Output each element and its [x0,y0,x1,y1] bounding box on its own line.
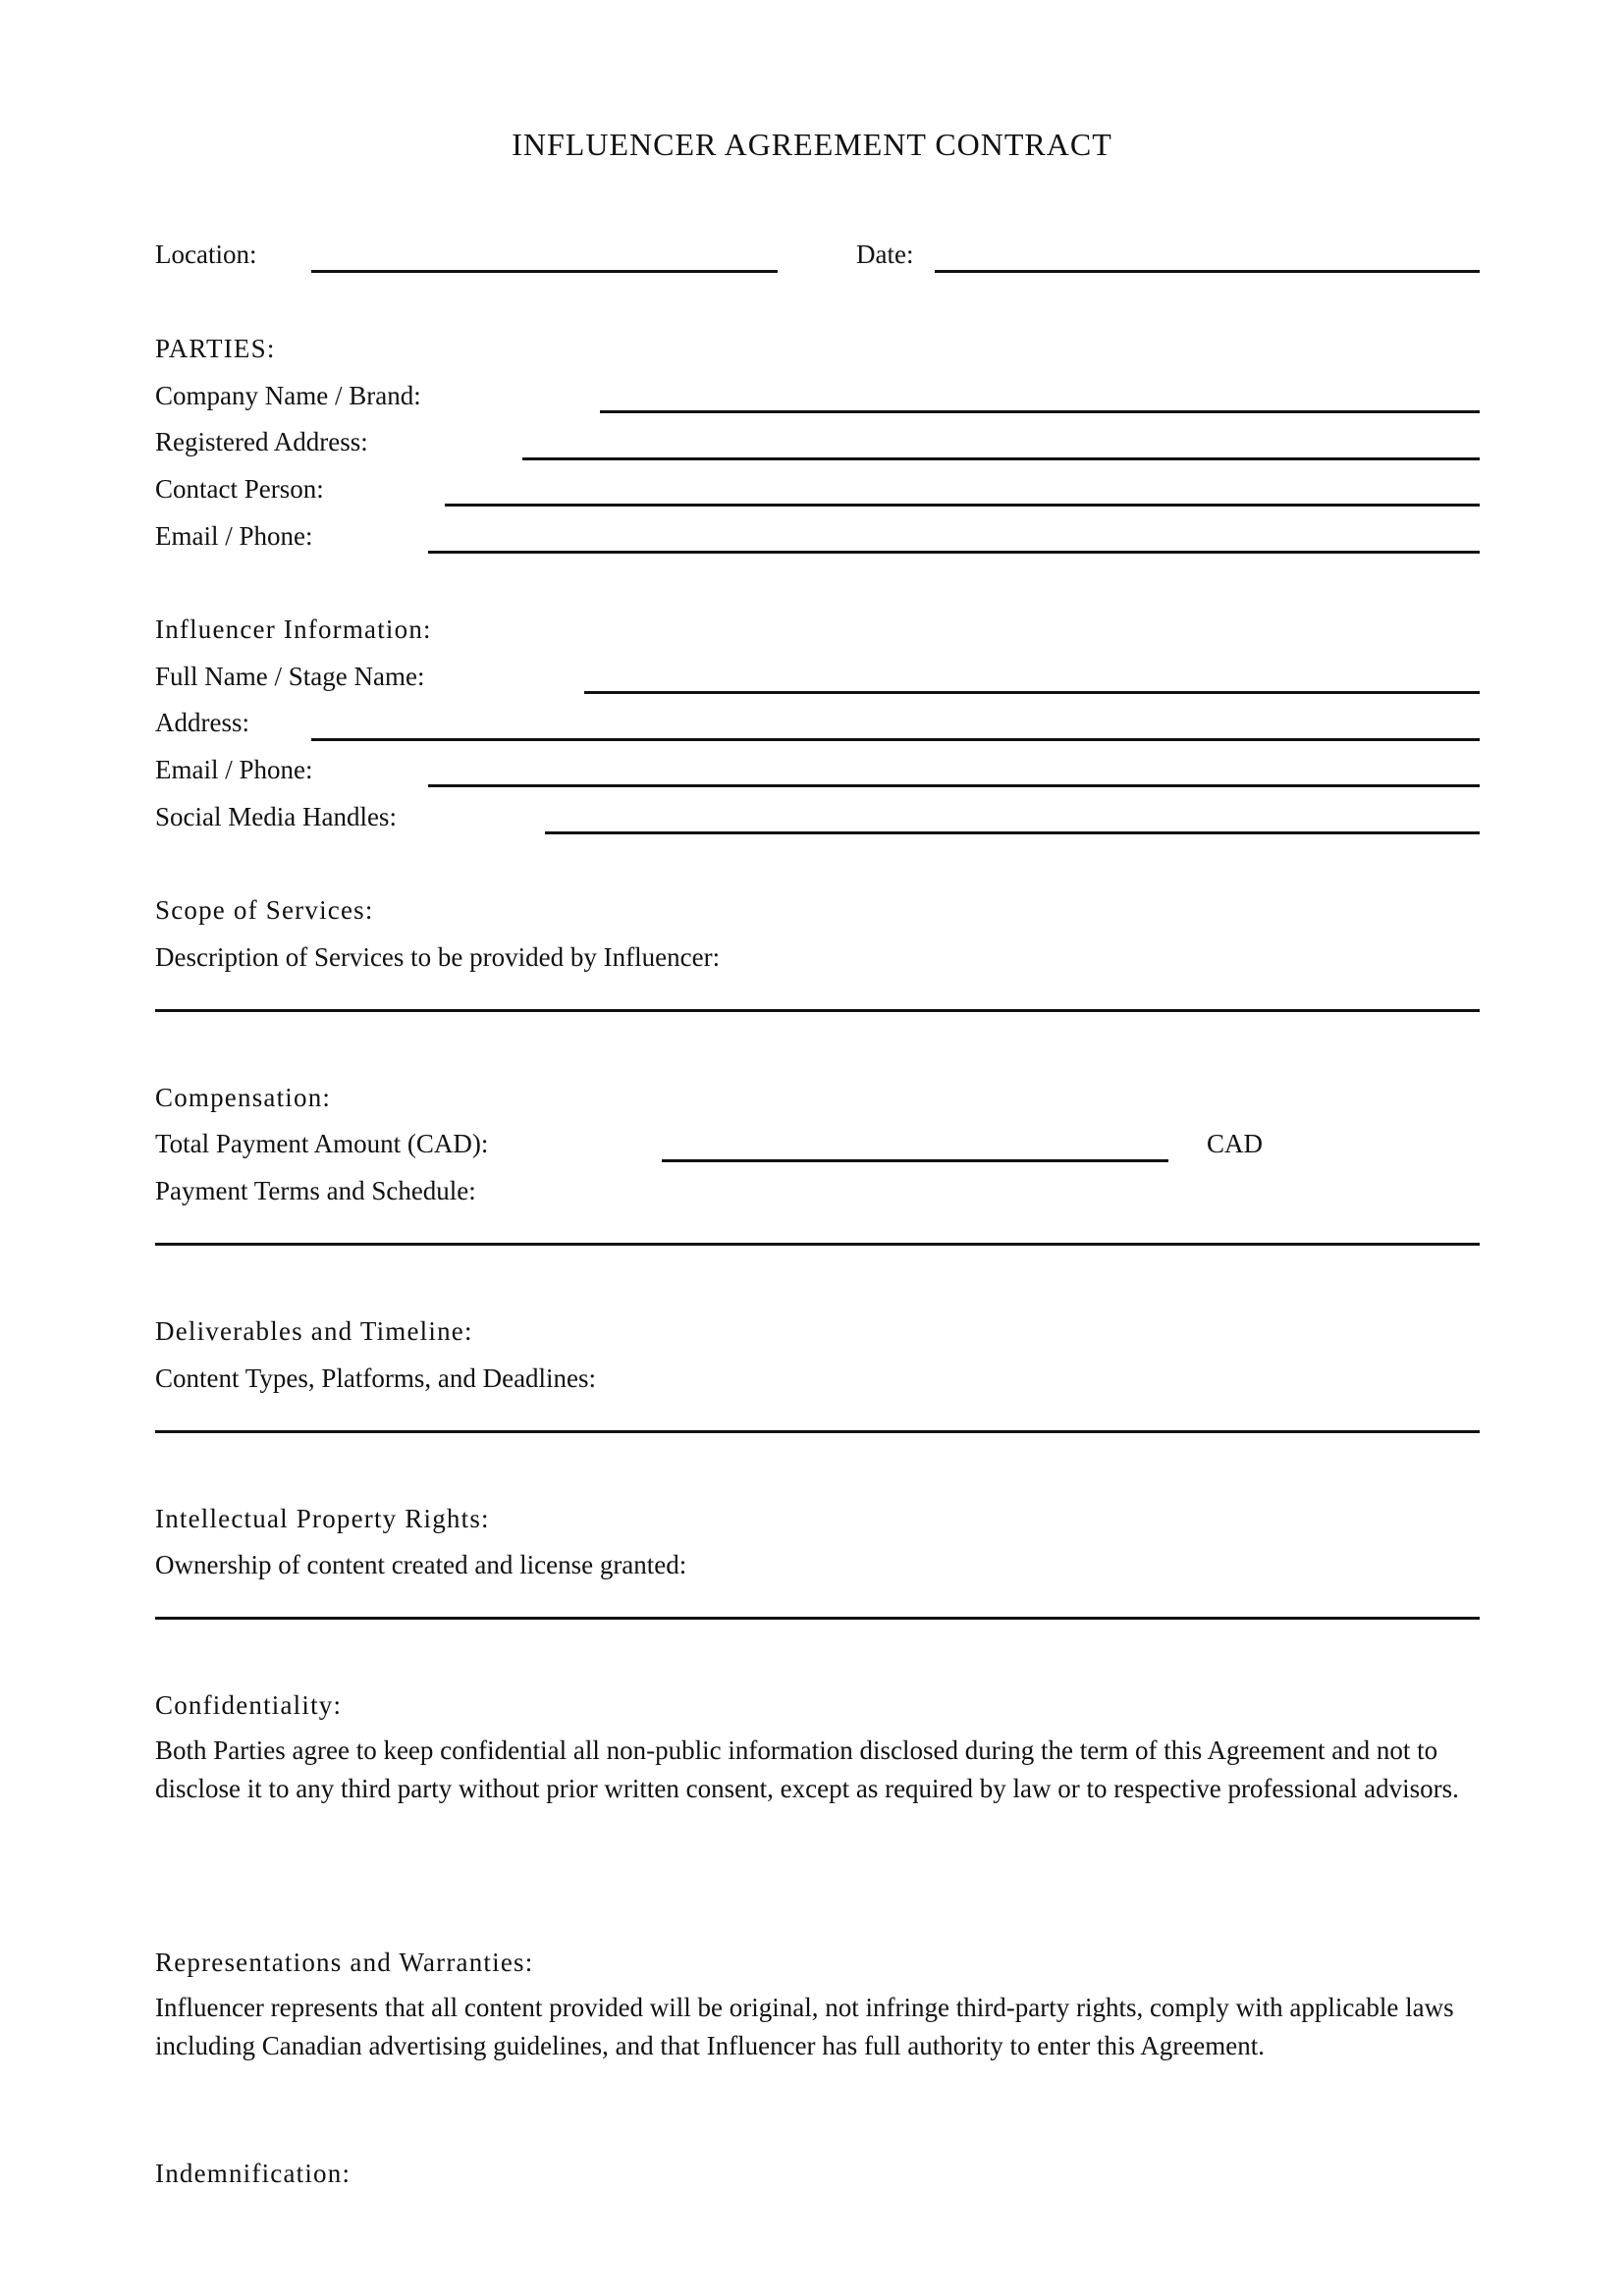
representations-heading: Representations and Warranties: [155,1948,534,1977]
company-name-field[interactable] [600,410,1480,413]
scope-description-field[interactable] [155,1009,1480,1012]
full-name-field[interactable] [584,691,1480,694]
influencer-email-phone-label: Email / Phone: [155,755,313,784]
ip-heading: Intellectual Property Rights: [155,1504,490,1533]
location-label: Location: [155,240,257,269]
registered-address-label: Registered Address: [155,427,368,456]
deliverables-content-label: Content Types, Platforms, and Deadlines: [155,1363,597,1393]
scope-description-label: Description of Services to be provided by Influencer: [155,942,721,972]
compensation-heading: Compensation: [155,1083,332,1112]
influencer-address-field[interactable] [311,738,1480,741]
confidentiality-text: Both Parties agree to keep confidential all non-public information disclosed during the term of this Agreement and not to disclose it to any third party without prior written consent, except as required by law or to respective professional advisors. [155,1735,1459,1803]
representations-text: Influencer represents that all content provided will be original, not infringe third-party rights, comply with applicable laws including Canadian advertising guidelines, and that Influencer has full authority to enter this Agreement. [155,1993,1454,2060]
social-handles-field[interactable] [545,831,1480,834]
confidentiality-heading: Confidentiality: [155,1690,343,1720]
full-name-label: Full Name / Stage Name: [155,662,425,691]
parties-heading: PARTIES: [155,334,276,363]
ip-ownership-label: Ownership of content created and license granted: [155,1550,687,1579]
indemnification-heading: Indemnification: [155,2159,352,2188]
scope-heading: Scope of Services: [155,895,374,925]
registered-address-field[interactable] [522,457,1480,460]
payment-terms-label: Payment Terms and Schedule: [155,1176,476,1205]
company-email-phone-label: Email / Phone: [155,521,313,551]
ip-ownership-field[interactable] [155,1617,1480,1620]
influencer-address-label: Address: [155,708,249,737]
influencer-email-phone-field[interactable] [428,784,1480,787]
influencer-info-heading: Influencer Information: [155,614,432,644]
document-title: INFLUENCER AGREEMENT CONTRACT [512,127,1112,162]
location-field[interactable] [311,270,778,273]
social-handles-label: Social Media Handles: [155,802,397,831]
date-label: Date: [856,240,914,269]
total-payment-field[interactable] [662,1159,1168,1162]
total-payment-label: Total Payment Amount (CAD): [155,1129,489,1158]
payment-terms-field[interactable] [155,1243,1480,1246]
contact-person-field[interactable] [445,504,1480,507]
company-name-label: Company Name / Brand: [155,381,421,410]
deliverables-heading: Deliverables and Timeline: [155,1316,473,1346]
company-email-phone-field[interactable] [428,551,1480,554]
deliverables-content-field[interactable] [155,1430,1480,1433]
currency-label: CAD [1207,1129,1264,1158]
date-field[interactable] [935,270,1480,273]
contact-person-label: Contact Person: [155,474,324,504]
